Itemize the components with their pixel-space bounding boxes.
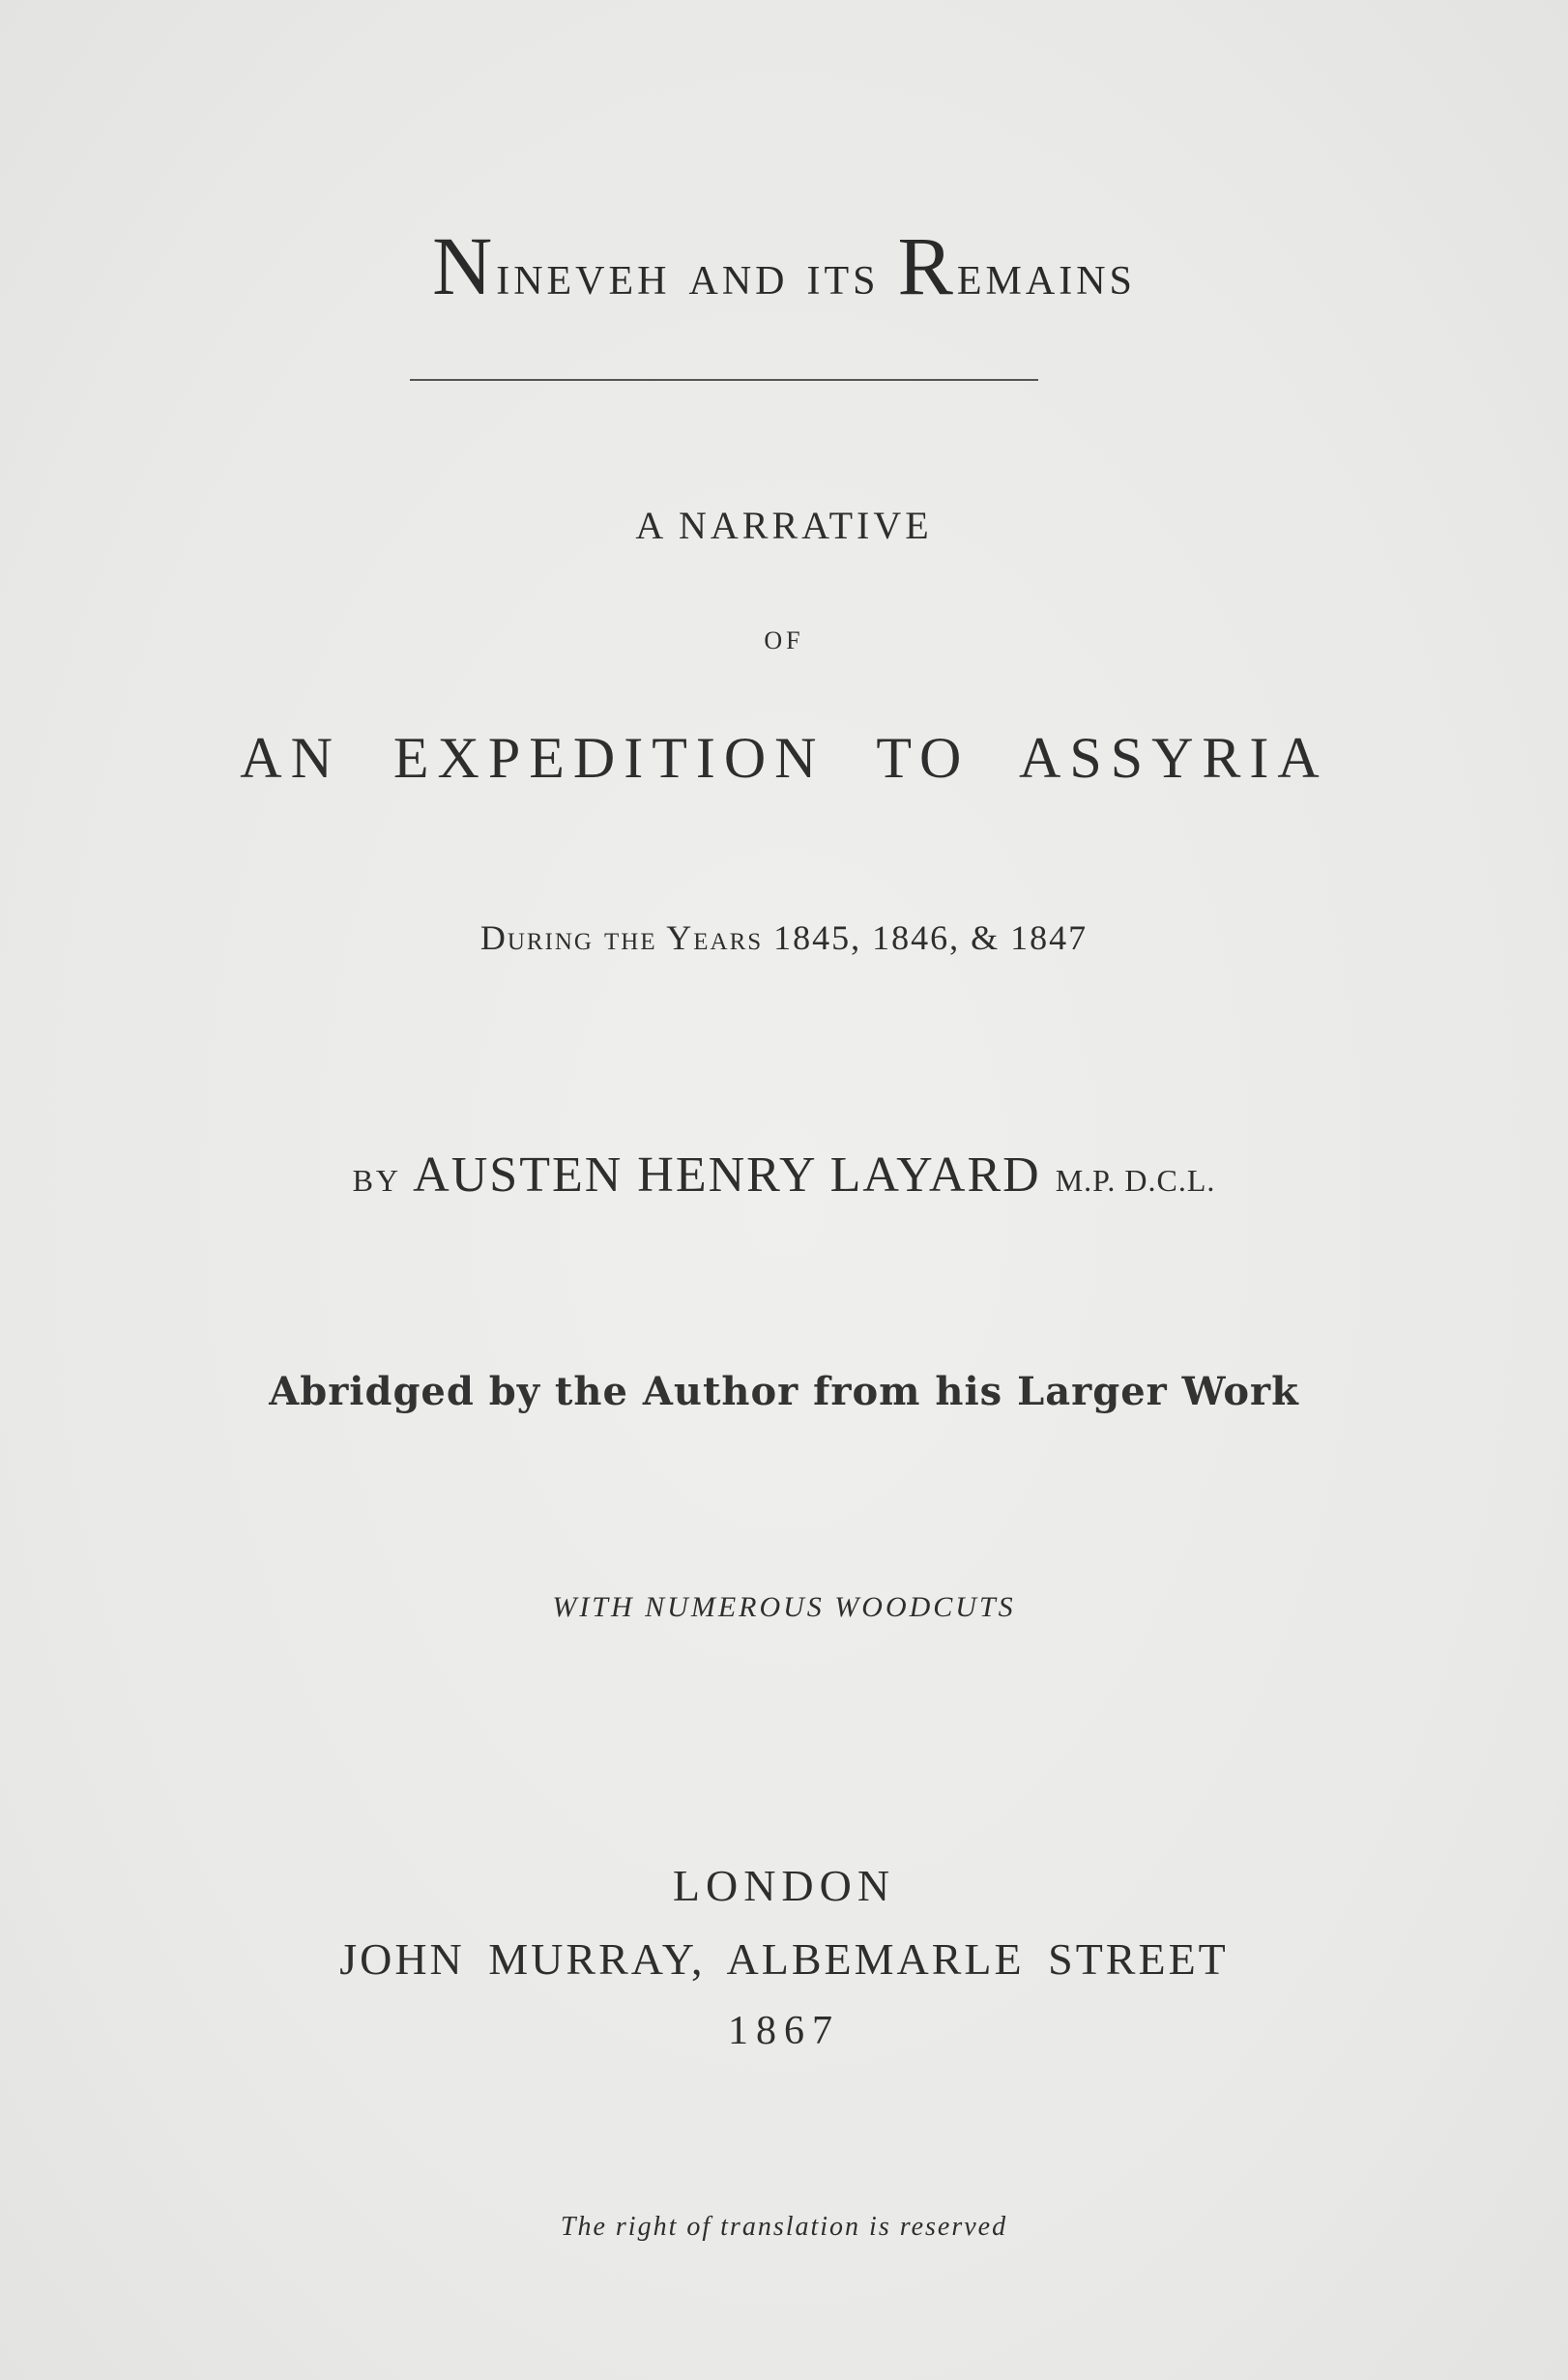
author-line: [0, 1147, 1568, 1203]
rights-notice: The right of translation is reserved: [560, 2212, 1008, 2242]
subtitle-expedition: AN EXPEDITION TO ASSYRIA: [240, 726, 1328, 790]
imprint-city: LONDON: [672, 1861, 896, 1910]
abridged-note: Abridged by the Author from his Larger Work: [269, 1369, 1299, 1414]
title-initial-r: R: [897, 219, 957, 312]
title-rule: [410, 379, 1038, 381]
imprint-publisher: JOHN MURRAY, ALBEMARLE STREET: [339, 1934, 1229, 1984]
title-text-first: ineveh and its: [496, 243, 898, 306]
title-text-second: emains: [956, 243, 1136, 306]
title-initial-n: N: [432, 219, 497, 312]
author-name: AUSTEN HENRY LAYARD: [413, 1147, 1041, 1203]
imprint-year: 1867: [728, 2009, 840, 2053]
subtitle-of: OF: [764, 626, 804, 654]
author-degrees: M.P. D.C.L.: [1055, 1163, 1216, 1198]
book-title: [0, 219, 1568, 312]
author-prefix: BY: [352, 1163, 402, 1198]
expedition-years: During the Years 1845, 1846, & 1847: [479, 918, 1089, 957]
woodcuts-note: WITH NUMEROUS WOODCUTS: [552, 1591, 1016, 1623]
subtitle-narrative: A NARRATIVE: [635, 504, 933, 547]
